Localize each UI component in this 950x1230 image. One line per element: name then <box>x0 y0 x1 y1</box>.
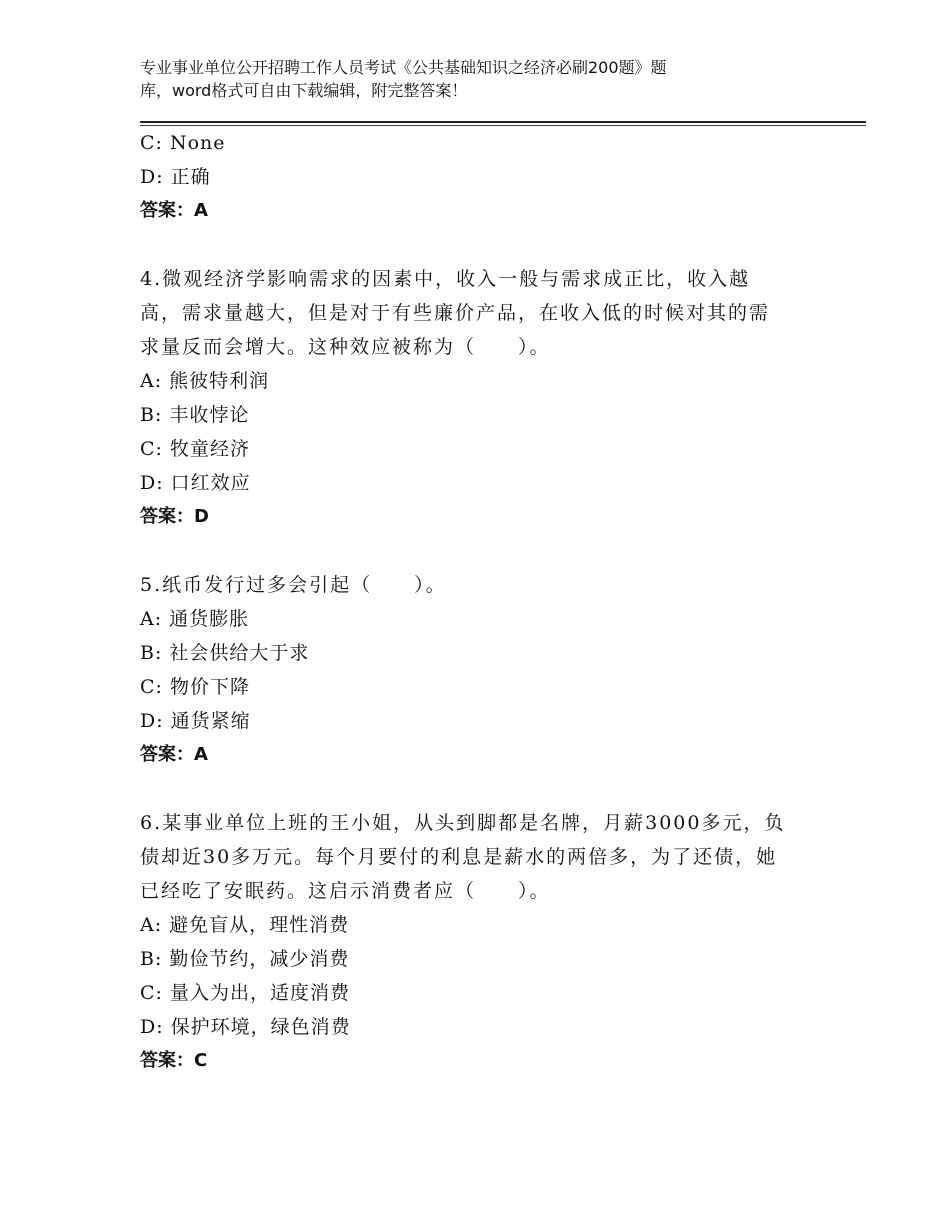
answer-label: 答案：A <box>140 744 208 765</box>
option-a: A: 避免盲从，理性消费 <box>140 914 350 936</box>
question-stem-line: 5.纸币发行过多会引起（ ）。 <box>140 574 447 596</box>
question-stem-line: 已经吃了安眠药。这启示消费者应（ ）。 <box>140 880 551 902</box>
option-c: C: 量入为出，适度消费 <box>140 982 350 1004</box>
option-b: B: 丰收悖论 <box>140 404 250 426</box>
question-stem-line: 求量反而会增大。这种效应被称为（ ）。 <box>140 336 551 358</box>
question-stem-line: 高，需求量越大，但是对于有些廉价产品，在收入低的时候对其的需 <box>140 302 771 324</box>
option-d: D: 通货紧缩 <box>140 710 251 732</box>
option-d: D: 口红效应 <box>140 472 251 494</box>
question-5 <box>140 568 820 772</box>
option-a: A: 通货膨胀 <box>140 608 250 630</box>
option-c: C: 物价下降 <box>140 676 250 698</box>
question-stem-line: 6.某事业单位上班的王小姐，从头到脚都是名牌，月薪3000多元，负 <box>140 812 786 834</box>
page-header <box>140 56 780 102</box>
answer-label: 答案：A <box>140 200 208 221</box>
header-line-2: 库，word格式可自由下载编辑，附完整答案！ <box>140 81 468 100</box>
option-d: D: 正确 <box>140 166 211 188</box>
document-content <box>140 126 820 1078</box>
option-a: A: 熊彼特利润 <box>140 370 270 392</box>
question-4 <box>140 262 820 534</box>
question-stem-line: 4.微观经济学影响需求的因素中，收入一般与需求成正比，收入越 <box>140 268 751 290</box>
option-b: B: 勤俭节约，减少消费 <box>140 948 350 970</box>
option-d: D: 保护环境，绿色消费 <box>140 1016 351 1038</box>
question-6 <box>140 806 820 1078</box>
header-line-1: 专业事业单位公开招聘工作人员考试《公共基础知识之经济必刷200题》题 <box>140 58 667 77</box>
question-stem-line: 债却近30多万元。每个月要付的利息是薪水的两倍多，为了还债，她 <box>140 846 778 868</box>
answer-label: 答案：C <box>140 1050 208 1071</box>
option-c: C: 牧童经济 <box>140 438 250 460</box>
spacer <box>140 228 820 262</box>
answer-label: 答案：D <box>140 506 209 527</box>
option-b: B: 社会供给大于求 <box>140 642 310 664</box>
spacer <box>140 772 820 806</box>
spacer <box>140 534 820 568</box>
question-3-continued <box>140 126 820 228</box>
option-c: C: None <box>140 132 226 154</box>
